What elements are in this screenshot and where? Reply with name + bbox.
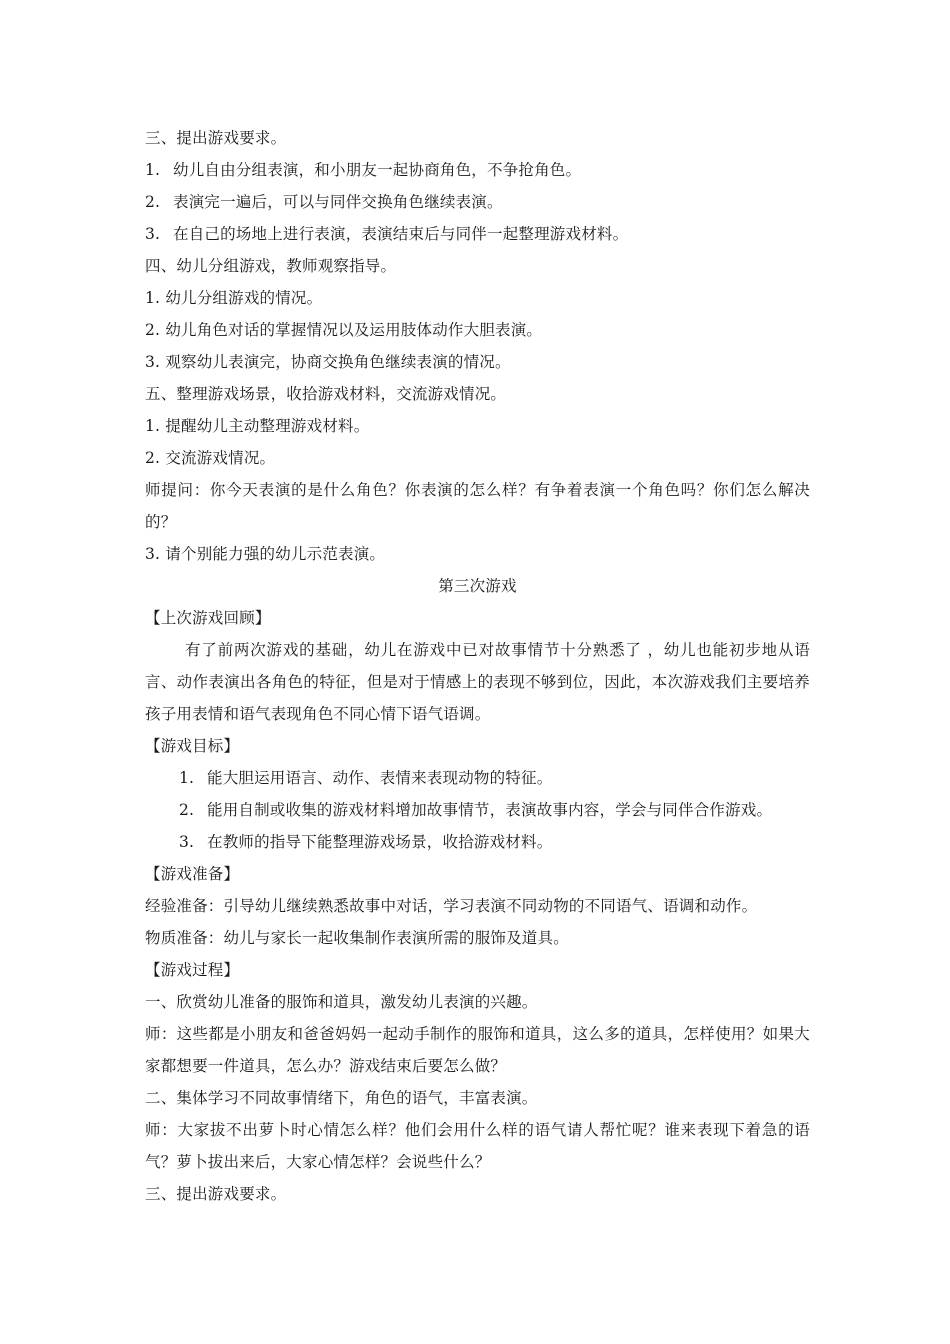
teacher-remark: 师：大家拔不出萝卜时心情怎么样？他们会用什么样的语气请人帮忙呢？谁来表现下着急的语气？萝卜拔出来后，大家心情怎样？会说些什么？ (145, 1121, 810, 1171)
process-step: 三、提出游戏要求。 (145, 1185, 287, 1203)
section-heading-observation: 四、幼儿分组游戏，教师观察指导。 (145, 257, 397, 275)
requirement-item (145, 154, 810, 186)
goal-text: 在教师的指导下能整理游戏场景，收拾游戏材料。 (207, 833, 553, 851)
goal-item (145, 826, 810, 858)
review-label: 【上次游戏回顾】 (145, 609, 271, 627)
prep-material: 物质准备：幼儿与家长一起收集制作表演所需的服饰及道具。 (145, 929, 569, 947)
section-heading-requirements: 三、提出游戏要求。 (145, 129, 287, 147)
cleanup-item: 1. 提醒幼儿主动整理游戏材料。 (145, 417, 370, 435)
goal-number: 1. (179, 769, 195, 787)
requirement-text: 表演完一遍后，可以与同伴交换角色继续表演。 (173, 193, 503, 211)
teacher-question: 师提问：你今天表演的是什么角色？你表演的怎么样？有争着表演一个角色吗？你们怎么解决的？ (145, 481, 810, 531)
goal-label: 【游戏目标】 (145, 737, 240, 755)
goal-number: 2. (179, 801, 195, 819)
cleanup-item: 3. 请个别能力强的幼儿示范表演。 (145, 545, 386, 563)
requirement-text: 在自己的场地上进行表演，表演结束后与同伴一起整理游戏材料。 (173, 225, 629, 243)
process-step: 二、集体学习不同故事情绪下，角色的语气，丰富表演。 (145, 1089, 538, 1107)
observation-item: 3. 观察幼儿表演完，协商交换角色继续表演的情况。 (145, 353, 511, 371)
requirement-text: 幼儿自由分组表演，和小朋友一起协商角色，不争抢角色。 (173, 161, 582, 179)
observation-item: 1. 幼儿分组游戏的情况。 (145, 289, 323, 307)
section-heading-cleanup: 五、整理游戏场景，收拾游戏材料，交流游戏情况。 (145, 385, 507, 403)
requirement-number: 1. (145, 161, 161, 179)
goal-number: 3. (179, 833, 195, 851)
process-label: 【游戏过程】 (145, 961, 240, 979)
document-page (145, 122, 810, 1210)
review-paragraph: 有了前两次游戏的基础，幼儿在游戏中已对故事情节十分熟悉了 ，幼儿也能初步地从语言、动作表演出各角色的特征，但是对于情感上的表现不够到位，因此，本次游戏我们主要培养孩子用表情和语气表现角色不同心情下语气语调。 (145, 641, 810, 723)
goal-item (145, 762, 810, 794)
prep-label: 【游戏准备】 (145, 865, 240, 883)
observation-item: 2. 幼儿角色对话的掌握情况以及运用肢体动作大胆表演。 (145, 321, 543, 339)
teacher-remark: 师：这些都是小朋友和爸爸妈妈一起动手制作的服饰和道具，这么多的道具，怎样使用？如果大家都想要一件道具，怎么办？游戏结束后要怎么做？ (145, 1025, 810, 1075)
goal-text: 能大胆运用语言、动作、表情来表现动物的特征。 (207, 769, 553, 787)
goal-item (145, 794, 810, 826)
prep-experience: 经验准备：引导幼儿继续熟悉故事中对话，学习表演不同动物的不同语气、语调和动作。 (145, 897, 758, 915)
requirement-item (145, 186, 810, 218)
process-step: 一、欣赏幼儿准备的服饰和道具，激发幼儿表演的兴趣。 (145, 993, 538, 1011)
game-title: 第三次游戏 (438, 577, 517, 595)
requirement-item (145, 218, 810, 250)
requirement-number: 3. (145, 225, 161, 243)
goal-text: 能用自制或收集的游戏材料增加故事情节，表演故事内容，学会与同伴合作游戏。 (207, 801, 773, 819)
requirement-number: 2. (145, 193, 161, 211)
cleanup-item: 2. 交流游戏情况。 (145, 449, 276, 467)
